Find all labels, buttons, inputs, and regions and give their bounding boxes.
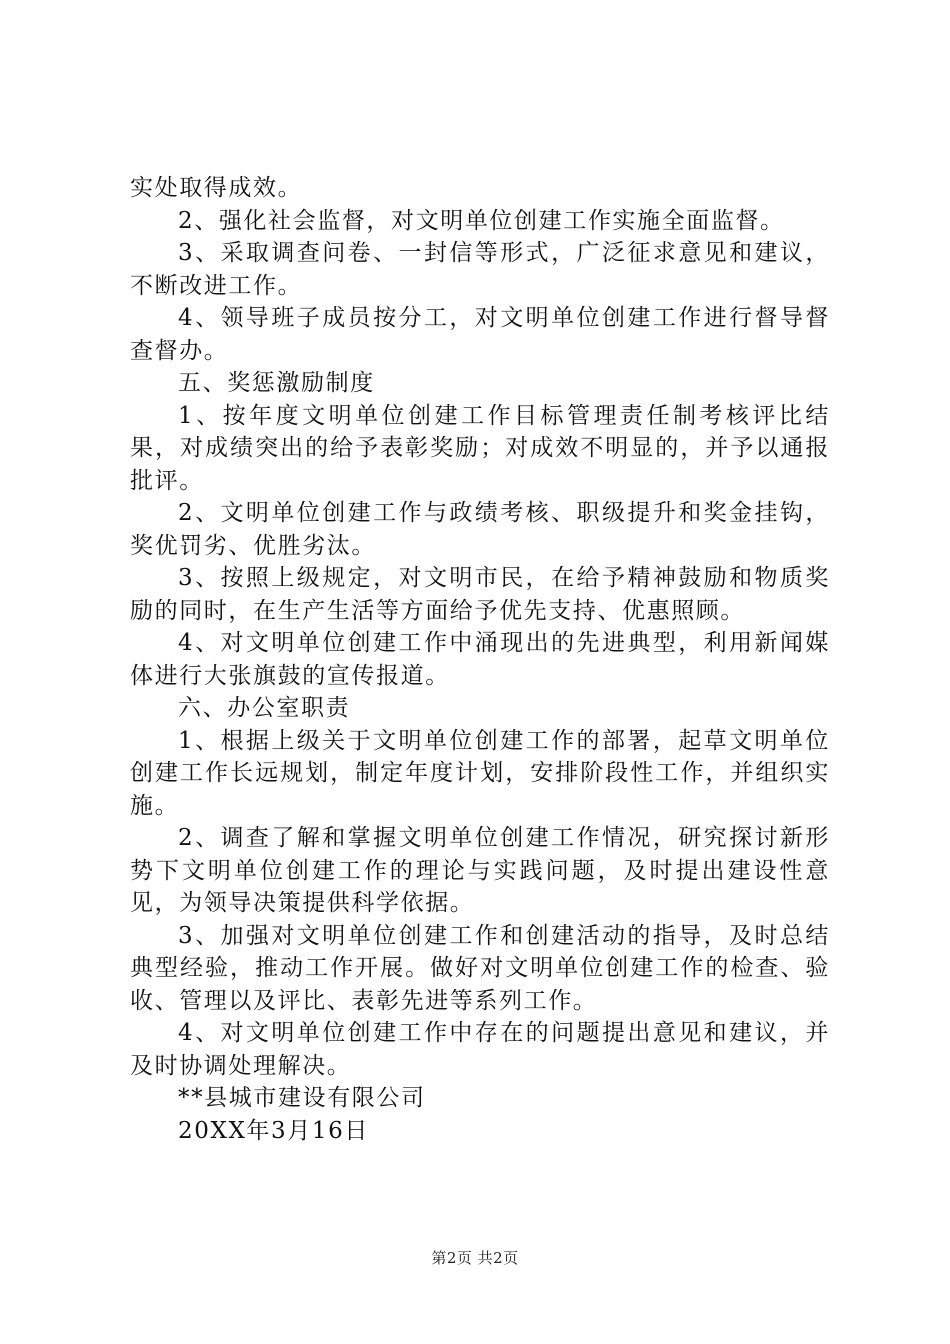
paragraph-12: 2、调查了解和掌握文明单位创建工作情况，研究探讨新形势下文明单位创建工作的理论与实践问题，及时提出建设性意见，为领导决策提供科学依据。 xyxy=(130,825,830,916)
paragraph-7: 2、文明单位创建工作与政绩考核、职级提升和奖金挂钩，奖优罚劣、优胜劣汰。 xyxy=(130,500,830,559)
paragraph-13: 3、加强对文明单位创建工作和创建活动的指导，及时总结典型经验，推动工作开展。做好对文明单位创建工作的检查、验收、管理以及评比、表彰先进等系列工作。 xyxy=(130,922,830,1014)
paragraph-8: 3、按照上级规定，对文明市民，在给予精神鼓励和物质奖励的同时，在生产生活等方面给予优先支持、优惠照顾。 xyxy=(130,565,830,624)
section-heading-rewards: 五、奖惩激励制度 xyxy=(178,370,375,396)
paragraph-4: 4、领导班子成员按分工，对文明单位创建工作进行督导督查督办。 xyxy=(130,305,830,364)
signature-company: **县城市建设有限公司 xyxy=(178,1085,426,1111)
signature-date: 20XX年3月16日 xyxy=(178,1117,369,1144)
paragraph-14: 4、对文明单位创建工作中存在的问题提出意见和建议，并及时协调处理解决。 xyxy=(130,1020,830,1079)
paragraph-1: 实处取得成效。 xyxy=(130,175,303,201)
page-number-footer: 第2页 共2页 xyxy=(431,1249,519,1267)
paragraph-3: 3、采取调查问卷、一封信等形式，广泛征求意见和建议，不断改进工作。 xyxy=(130,240,830,299)
document-body xyxy=(130,172,830,1147)
paragraph-2: 2、强化社会监督，对文明单位创建工作实施全面监督。 xyxy=(178,207,785,234)
section-heading-office: 六、办公室职责 xyxy=(178,695,351,721)
paragraph-9: 4、对文明单位创建工作中涌现出的先进典型，利用新闻媒体进行大张旗鼓的宣传报道。 xyxy=(130,630,830,689)
paragraph-11: 1、根据上级关于文明单位创建工作的部署，起草文明单位创建工作长远规划，制定年度计划，安排阶段性工作，并组织实施。 xyxy=(130,727,830,819)
paragraph-6: 1、按年度文明单位创建工作目标管理责任制考核评比结果，对成绩突出的给予表彰奖励；对成效不明显的，并予以通报批评。 xyxy=(130,402,830,494)
